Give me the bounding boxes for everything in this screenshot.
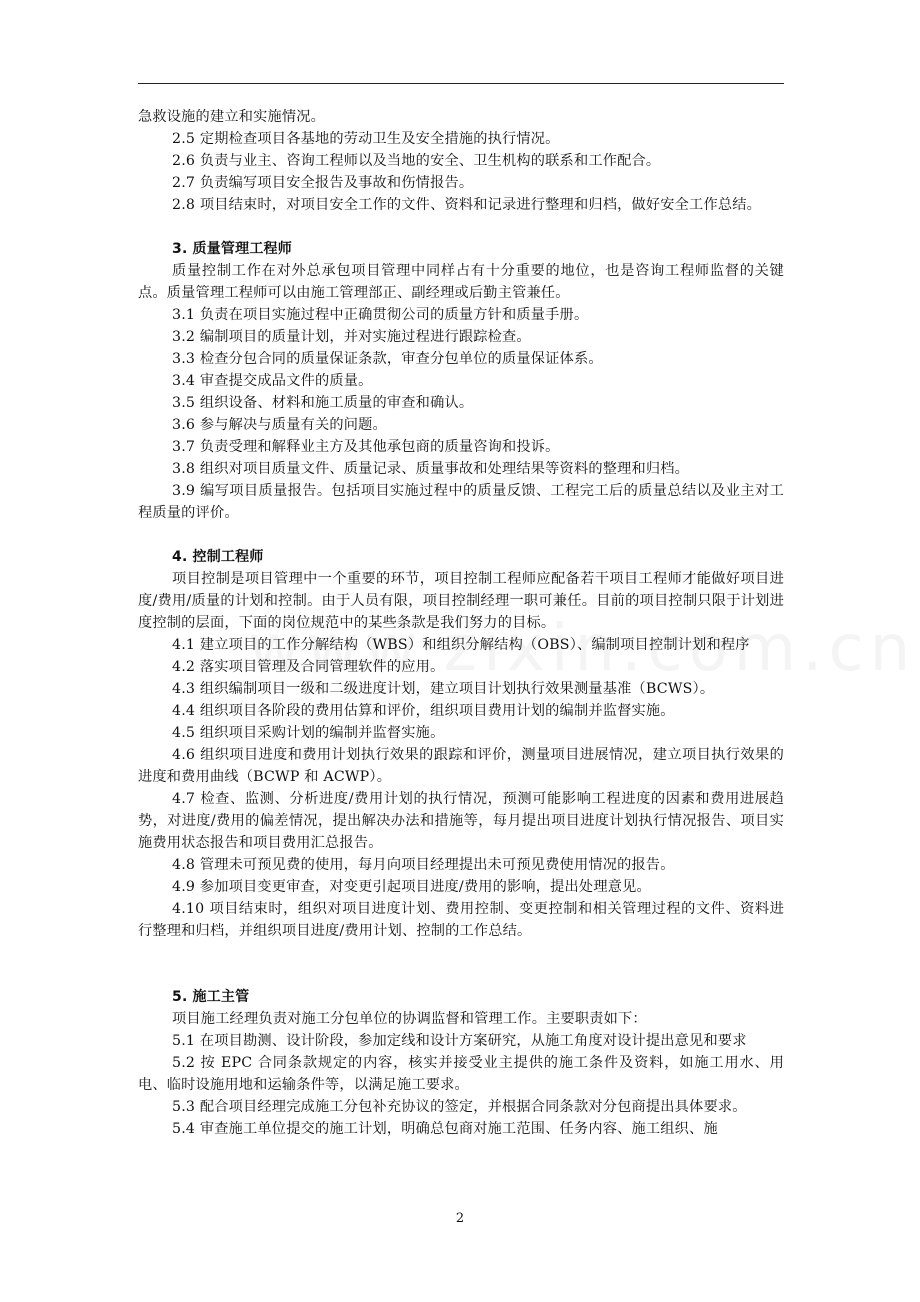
intro-line: 急救设施的建立和实施情况。 bbox=[138, 109, 326, 125]
section-heading-construction: 5. 施工主管 bbox=[172, 989, 250, 1005]
list-item: 5.3 配合项目经理完成施工分包补充协议的签定，并根据合同条款对分包商提出具体要求。 bbox=[172, 1099, 747, 1115]
list-item: 3.2 编制项目的质量计划，并对实施过程进行跟踪检查。 bbox=[172, 329, 531, 345]
list-item: 5.4 审查施工单位提交的施工计划，明确总包商对施工范围、任务内容、施工组织、施 bbox=[172, 1121, 718, 1137]
list-item: 3.6 参与解决与质量有关的问题。 bbox=[172, 417, 387, 433]
list-item: 5.1 在项目勘测、设计阶段，参加定线和设计方案研究，从施工角度对设计提出意见和要求 bbox=[172, 1033, 747, 1049]
list-item: 3.7 负责受理和解释业主方及其他承包商的质量咨询和投诉。 bbox=[172, 439, 560, 455]
list-item: 2.6 负责与业主、咨询工程师以及当地的安全、卫生机构的联系和工作配合。 bbox=[172, 153, 661, 169]
list-item: 4.2 落实项目管理及合同管理软件的应用。 bbox=[172, 659, 445, 675]
list-item: 2.8 项目结束时，对项目安全工作的文件、资料和记录进行整理和归档，做好安全工作总结。 bbox=[172, 197, 761, 213]
page-number: 2 bbox=[455, 1211, 465, 1226]
list-item: 4.6 组织项目进度和费用计划执行效果的跟踪和评价，测量项目进展情况，建立项目执行效果的进度和费用曲线（BCWP 和 ACWP）。 bbox=[138, 747, 784, 785]
list-item: 3.8 组织对项目质量文件、质量记录、质量事故和处理结果等资料的整理和归档。 bbox=[172, 461, 690, 477]
list-item: 3.9 编写项目质量报告。包括项目实施过程中的质量反馈、工程完工后的质量总结以及业主对工程质量的评价。 bbox=[138, 483, 784, 521]
section-paragraph: 质量控制工作在对外总承包项目管理中同样占有十分重要的地位，也是咨询工程师监督的关键点。质量管理工程师可以由施工管理部正、副经理或后勤主管兼任。 bbox=[138, 263, 784, 301]
list-item: 5.2 按 EPC 合同条款规定的内容，核实并接受业主提供的施工条件及资料，如施工用水、用电、临时设施用地和运输条件等，以满足施工要求。 bbox=[138, 1055, 784, 1093]
list-item: 4.1 建立项目的工作分解结构（WBS）和组织分解结构（OBS）、编制项目控制计划和程序 bbox=[172, 637, 750, 653]
section-heading-control: 4. 控制工程师 bbox=[172, 549, 264, 565]
list-item: 4.7 检查、监测、分析进度/费用计划的执行情况，预测可能影响工程进度的因素和费用进展趋势，对进度/费用的偏差情况，提出解决办法和措施等，每月提出项目进度计划执行情况报告、项目实施费用状态报告和项目费用汇总报告。 bbox=[138, 791, 784, 851]
list-item: 3.5 组织设备、材料和施工质量的审查和确认。 bbox=[172, 395, 474, 411]
section-heading-quality: 3. 质量管理工程师 bbox=[172, 241, 292, 257]
list-item: 4.9 参加项目变更审查，对变更引起项目进度/费用的影响，提出处理意见。 bbox=[172, 879, 651, 895]
list-item: 4.3 组织编制项目一级和二级进度计划，建立项目计划执行效果测量基准（BCWS）。 bbox=[172, 681, 715, 697]
list-item: 3.4 审查提交成品文件的质量。 bbox=[172, 373, 373, 389]
list-item: 4.4 组织项目各阶段的费用估算和评价，组织项目费用计划的编制并监督实施。 bbox=[172, 703, 675, 719]
section-paragraph: 项目控制是项目管理中一个重要的环节，项目控制工程师应配备若干项目工程师才能做好项目进度/费用/质量的计划和控制。由于人员有限，项目控制经理一职可兼任。目前的项目控制只限于计划进度控制的层面，下面的岗位规范中的某些条款是我们努力的目标。 bbox=[138, 571, 784, 631]
list-item: 3.1 负责在项目实施过程中正确贯彻公司的质量方针和质量手册。 bbox=[172, 307, 589, 323]
list-item: 2.7 负责编写项目安全报告及事故和伤情报告。 bbox=[172, 175, 474, 191]
list-item: 4.5 组织项目采购计划的编制并监督实施。 bbox=[172, 725, 445, 741]
header-rule bbox=[138, 83, 784, 84]
list-item: 2.5 定期检查项目各基地的劳动卫生及安全措施的执行情况。 bbox=[172, 131, 560, 147]
list-item: 4.10 项目结束时，组织对项目进度计划、费用控制、变更控制和相关管理过程的文件、资料进行整理和归档，并组织项目进度/费用计划、控制的工作总结。 bbox=[138, 901, 784, 939]
document-body bbox=[138, 106, 784, 1140]
section-paragraph: 项目施工经理负责对施工分包单位的协调监督和管理工作。主要职责如下： bbox=[172, 1011, 647, 1027]
list-item: 3.3 检查分包合同的质量保证条款，审查分包单位的质量保证体系。 bbox=[172, 351, 603, 367]
list-item: 4.8 管理未可预见费的使用，每月向项目经理提出未可预见费使用情况的报告。 bbox=[172, 857, 675, 873]
